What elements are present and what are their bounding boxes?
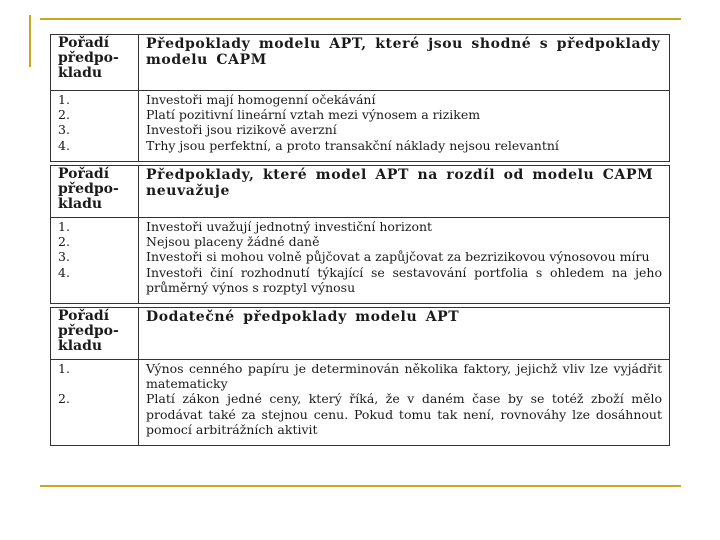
list-item: Investoři jsou rizikově averzní xyxy=(146,122,337,138)
section-title: Předpoklady, které model APT na rozdíl od modelu CAPM neuvažuje xyxy=(139,166,670,218)
section-title: Dodatečné předpoklady modelu APT xyxy=(139,308,670,360)
decor-left-line xyxy=(29,15,31,67)
item-numbers: 1. 2. 3. 4. xyxy=(51,91,139,162)
list-item: Investoři uvažují jednotný investiční horizont xyxy=(146,219,433,234)
order-header: Pořadí předpo- kladu xyxy=(51,308,139,360)
list-item: Trhy jsou perfektní, a proto transakční náklady nejsou relevantní xyxy=(146,137,559,153)
list-item: Platí pozitivní lineární vztah mezi výnosem a rizikem xyxy=(146,107,481,123)
section-shared-assumptions xyxy=(50,34,670,162)
list-item: Investoři činí rozhodnutí týkající se sestavování portfolia s ohledem na jeho průměrný výnos s rozptyl výnosu xyxy=(146,264,662,295)
list-item: Platí zákon jedné ceny, který říká, že v daném čase by se totéž zboží mělo prodávat také za stejnou cenu. Pokud tomu tak není, rovnováhy lze dosáhnout pomocí arbitrážních aktivit xyxy=(146,391,662,437)
item-numbers: 1. 2. 3. 4. xyxy=(51,218,139,304)
order-header: Pořadí předpo- kladu xyxy=(51,35,139,91)
list-item: Výnos cenného papíru je determinován několika faktory, jejichž vliv lze vyjádřit matematicky xyxy=(146,361,662,392)
decor-top-line xyxy=(40,18,681,20)
assumptions-table xyxy=(50,34,670,446)
item-numbers: 1. 2. xyxy=(51,360,139,446)
order-header: Pořadí předpo- kladu xyxy=(51,166,139,218)
section-not-considered xyxy=(50,165,670,304)
list-item: Investoři si mohou volně půjčovat a zapůjčovat za bezrizikovou výnosovou míru xyxy=(146,249,650,265)
section-title: Předpoklady modelu APT, které jsou shodné s předpoklady modelu CAPM xyxy=(139,35,670,91)
item-list xyxy=(139,91,670,162)
list-item: Nejsou placeny žádné daně xyxy=(146,234,320,250)
section-additional xyxy=(50,307,670,446)
item-list xyxy=(139,360,670,446)
list-item: Investoři mají homogenní očekávání xyxy=(146,92,376,107)
item-list xyxy=(139,218,670,304)
decor-bottom-line xyxy=(40,485,681,487)
